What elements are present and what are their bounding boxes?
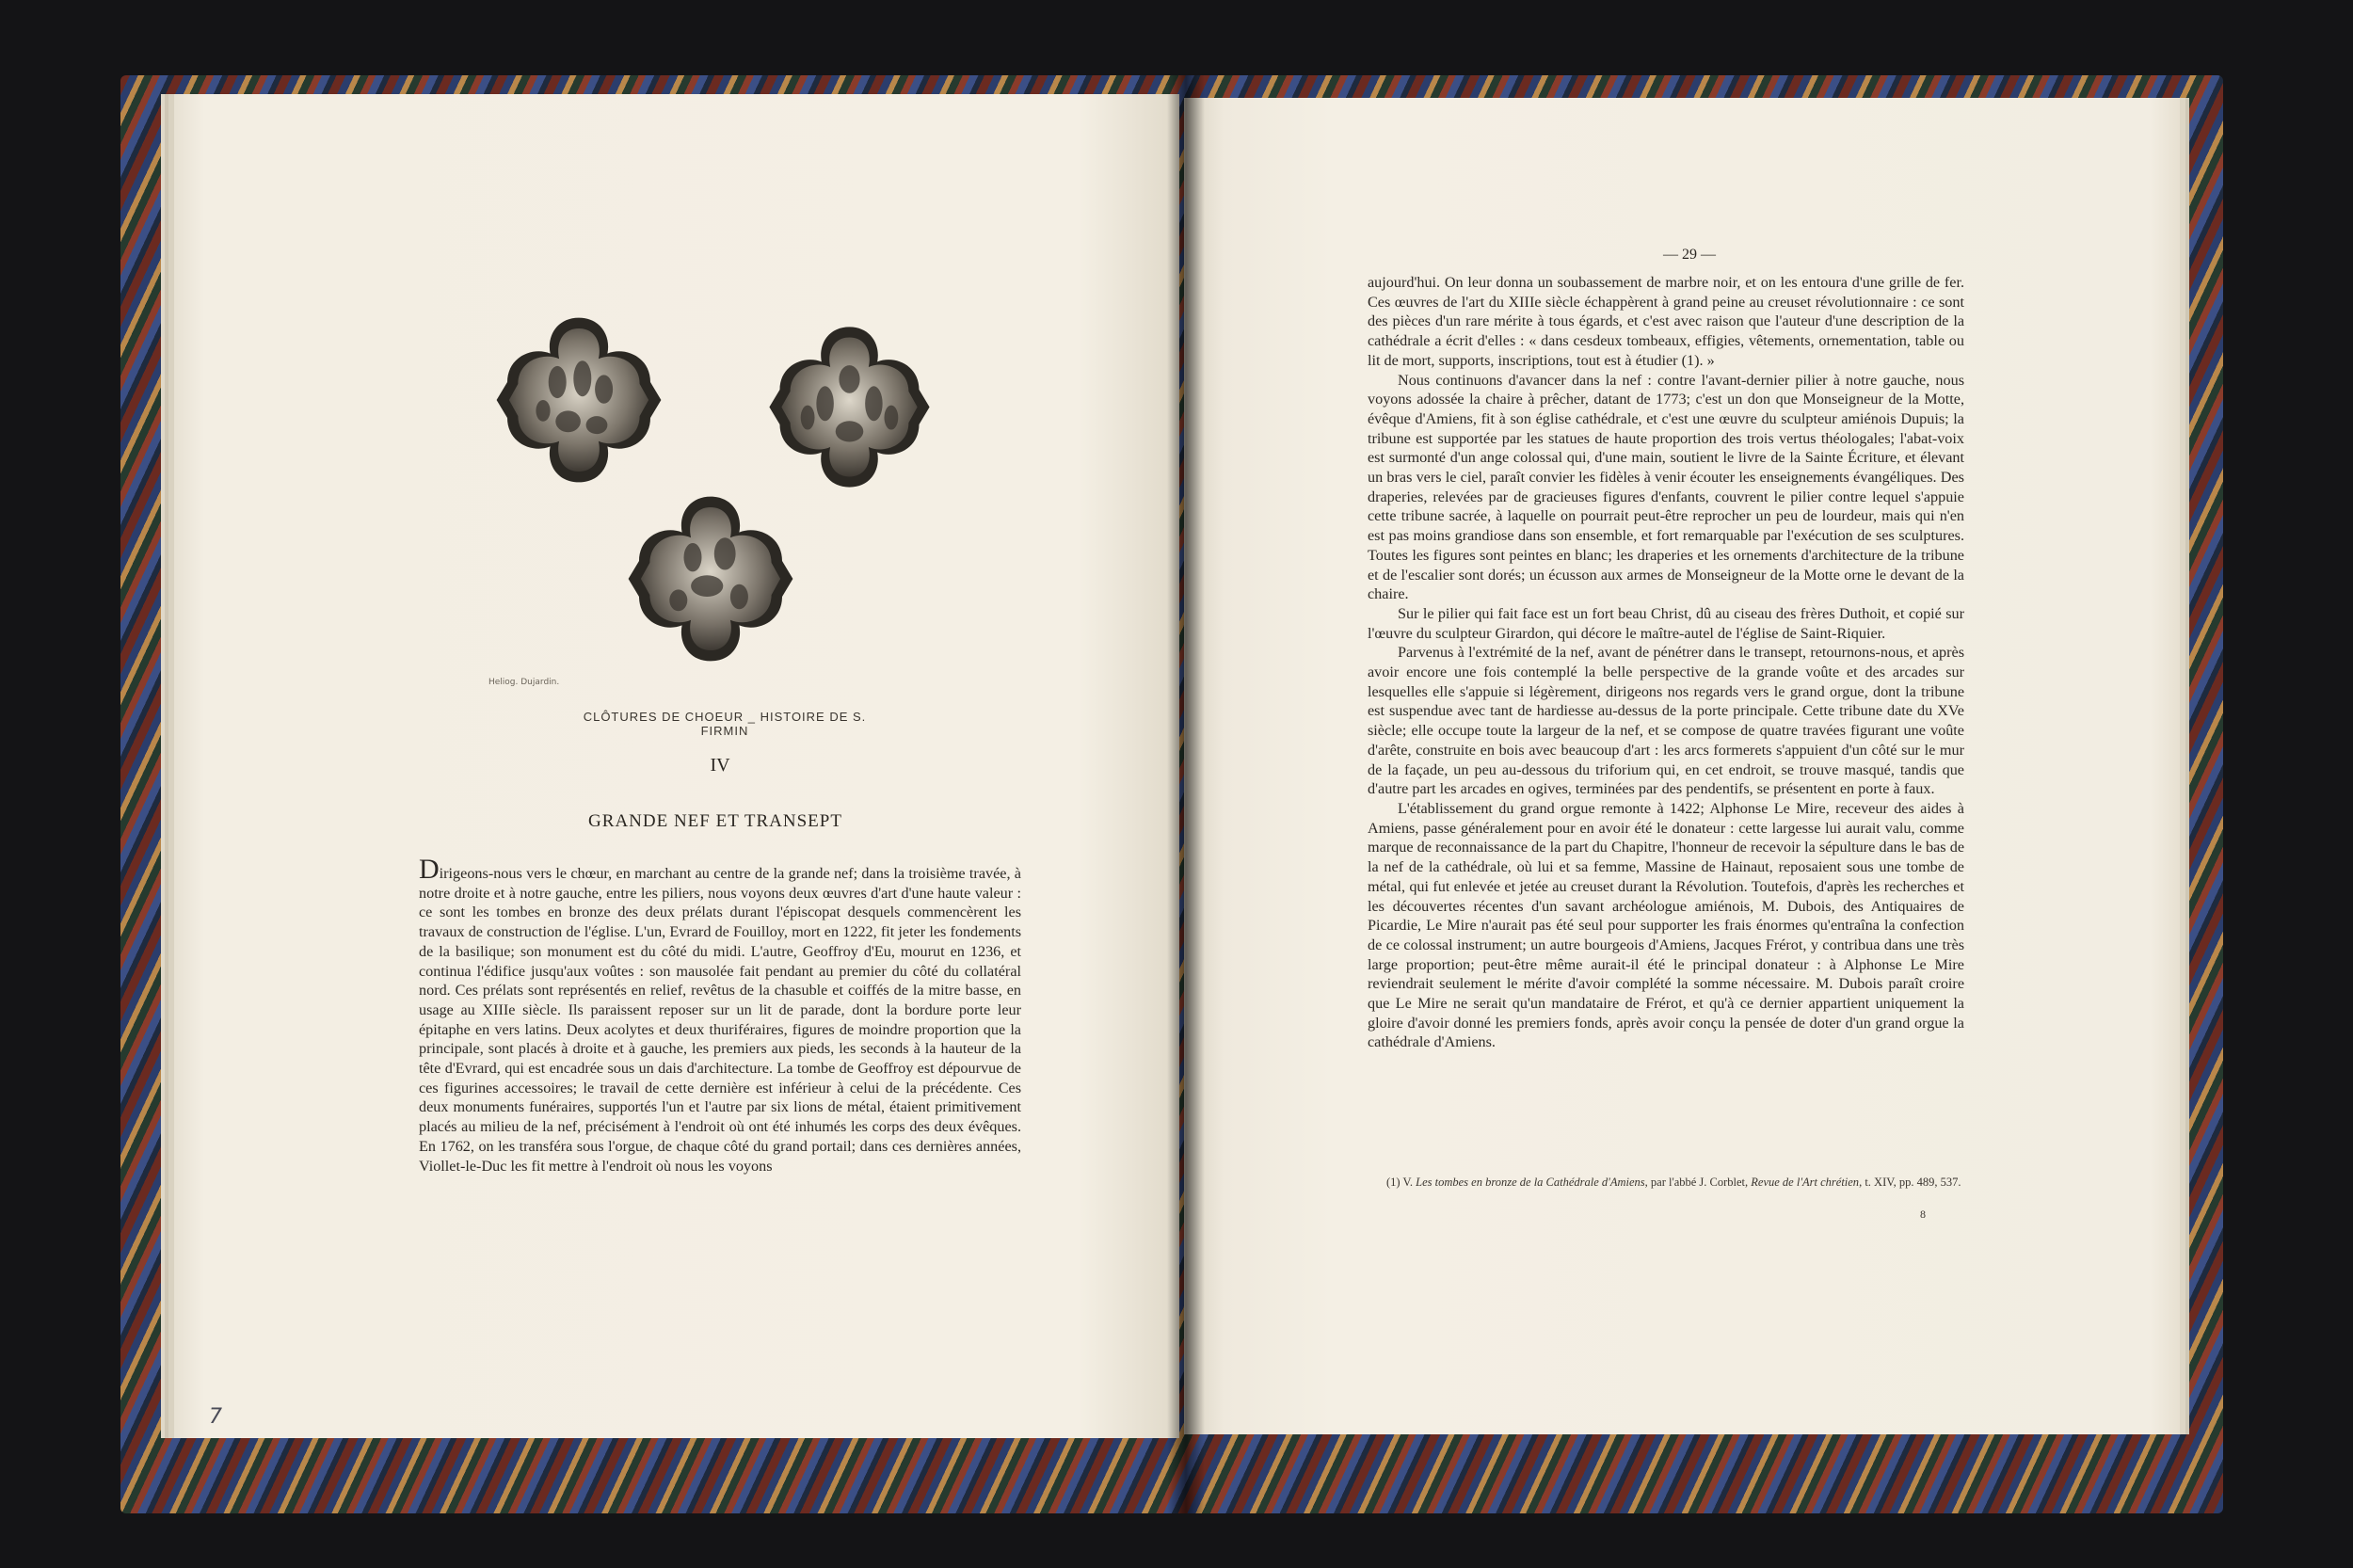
footnote-suffix: , t. XIV, pp. 489, 537.	[1859, 1176, 1961, 1189]
left-paragraph: irigeons-nous vers le chœur, en marchant au centre de la grande nef; dans la troisième travée, à notre droite et à notre gauche, entre les piliers, nous voyons deux œuvres d'art d'une haute valeur : ce sont les tombes en bronze des deux prélats durant l'épiscopat desquels commencèrent les travaux de construction de l'église. L'un, Evrard de Fouilloy, mort en 1222, fit jeter les fondements de la basilique; son monument est du côté du midi. L'autre, Geoffroy d'Eu, mourut en 1236, et continua l'édifice jusqu'aux voûtes : son mausolée fait pendant au premier du côté du collatéral nord. Ces prélats sont représentés en relief, revêtus de la chasuble et coiffés de la mitre basse, en usage au XIIIe siècle. Ils paraissent reposer sur un lit de parade, dont la bordure porte leur épitaphe en vers latins. Deux acolytes et deux thuriféraires, figures de moindre proportion que la principale, sont placés à droite et à gauche, les premiers aux pieds, les seconds à la hauteur de la tête d'Evrard, qui est encadrée sous un dais d'architecture. La tombe de Geoffroy est dépourvue de ces figurines accessoires; le travail de cette dernière est inférieur à celui de la précédente. Ces deux monuments funéraires, supportés l'un et l'autre par six lions de métal, étaient primitivement placés au milieu de la nef, précisément à l'endroit où ont été inhumés les corps des deux évêques. En 1762, on les transféra sous l'orgue, de chaque côté du grand portail; dans ces dernières années, Viollet-le-Duc les fit mettre à l'endroit où nous les voyons	[419, 865, 1021, 1175]
relief-medallion-3	[621, 489, 800, 668]
right-body-text	[1368, 273, 1964, 1052]
signature-mark: 8	[1920, 1208, 1926, 1221]
relief-medallion-2	[762, 320, 936, 494]
left-body-text	[419, 854, 1021, 1176]
relief-medallion-1	[489, 311, 668, 489]
plate-caption: CLÔTURES DE CHOEUR _ HISTOIRE DE S. FIRMIN	[583, 710, 867, 738]
pencil-mark: 7	[209, 1405, 222, 1429]
engraver-credit: Heliog. Dujardin.	[488, 678, 560, 687]
quatrefoil-reliefs	[489, 311, 932, 678]
drop-cap: D	[419, 854, 440, 885]
paragraph: Sur le pilier qui fait face est un fort beau Christ, dû au ciseau des frères Duthoit, et copié sur l'œuvre du sculpteur Girardon, qui décore le maître-autel de l'église de Saint-Riquier.	[1368, 604, 1964, 642]
section-title: GRANDE NEF ET TRANSEPT	[588, 811, 842, 831]
paragraph: Nous continuons d'avancer dans la nef : contre l'avant-dernier pilier à notre gauche, nous voyons adossée la chaire à prêcher, datant de 1773; c'est un don que Monseigneur de la Motte, évêque d'Amiens, fit à son église cathédrale, et c'est une œuvre du sculpteur amiénois Dupuis; la tribune est supportée par les statues de haute proportion des trois vertus théologales; l'abat-voix est surmonté d'un ange colossal qui, d'une main, soutient le livre de la Sainte Écriture, et élevant un bras vers le ciel, paraît convier les fidèles à venir écouter les enseignements évangéliques. Des draperies, relevées par de gracieuses figures d'enfants, couvrent le pilier contre lequel s'appuie cette tribune sacrée, à laquelle on pourrait peut-être reprocher un peu de lourdeur, mais qui n'en est pas moins grandiose dans son ensemble, et fort remarquable par l'exécution de ses sculptures. Toutes les figures sont peintes en blanc; les draperies et les ornements d'architecture de la tribune et de l'escalier sont dorés; un écusson aux armes de Monseigneur de la Motte orne le devant de la chaire.	[1368, 371, 1964, 603]
paragraph: aujourd'hui. On leur donna un soubassement de marbre noir, et on les entoura d'une grille de fer. Ces œuvres de l'art du XIIIe siècle échappèrent à grand peine au creuset révolutionnaire : ce sont des pièces d'un rare mérite à tous égards, et c'est avec raison que l'auteur d'une description de la cathédrale a écrit d'elles : « dans cesdeux tombeaux, effigies, vêtements, ornementation, table ou lit de mort, supports, inscriptions, tout est à étudier (1). »	[1368, 274, 1964, 369]
footnote-middle: , par l'abbé J. Corblet,	[1644, 1176, 1749, 1189]
page-number: — 29 —	[1663, 247, 1716, 263]
section-number: IV	[710, 755, 730, 776]
paragraph: Parvenus à l'extrémité de la nef, avant de pénétrer dans le transept, retournons-nous, et après avoir encore une fois contemplé la belle perspective de la grande voûte et des arcades sur lesquelles elle s'appuie si légèrement, dirigeons nos regards vers le grand orgue, dont la tribune est suspendue avec tant de hardiesse au-dessus de la porte principale. Cette tribune date du XVe siècle; elle occupe toute la largeur de la nef, et se compose de quatre travées figurant une voûte d'arête, construite en bois avec beaucoup d'art : les arcs formerets s'appuient d'un côté sur le mur de la façade, un peu au-dessous du triforium qui, en cet endroit, se trouve masqué, tandis que d'autre part les arcades en ogives, terminées par des pendentifs, se présentent en porte à faux.	[1368, 644, 1964, 798]
footnote-title: Les tombes en bronze de la Cathédrale d'Amiens	[1416, 1176, 1645, 1189]
paragraph: L'établissement du grand orgue remonte à 1422; Alphonse Le Mire, receveur des aides à Amiens, passe généralement pour en avoir été le donateur : cette largesse lui aurait valu, comme marque de reconnaissance de la part du Chapitre, l'honneur de recevoir la sépulture dans le bas de la nef de la cathédrale, où lui et sa femme, Massine de Hainaut, reposaient sous une tombe de métal, qui fut enlevée et jetée au creuset durant la Révolution. Toutefois, d'après les recherches et les découvertes récentes d'un savant archéologue amiénois, M. Dubois, des Antiquaires de Picardie, Le Mire n'aurait pas été seul pour supporter les frais énormes qu'entraîna la confection de ce colossal instrument; un autre bourgeois d'Amiens, Jacques Frérot, y contribua dans une très large proportion; peut-être même aurait-il été le principal donateur : à Alphonse Le Mire reviendrait seulement le mérite d'avoir complété la somme nécessaire. M. Dubois paraît croire que Le Mire ne serait qu'un mandataire de Frérot, et qu'à ce dernier appartient uniquement la gloire d'avoir donné les premiers fonds, après avoir conçu la pensée de doter d'un grand orgue la cathédrale d'Amiens.	[1368, 799, 1964, 1051]
book-spine	[1167, 75, 1205, 1513]
footnote-journal: Revue de l'Art chrétien	[1751, 1176, 1860, 1189]
footnote-prefix: (1) V.	[1386, 1176, 1414, 1189]
footnote	[1386, 1175, 1964, 1190]
